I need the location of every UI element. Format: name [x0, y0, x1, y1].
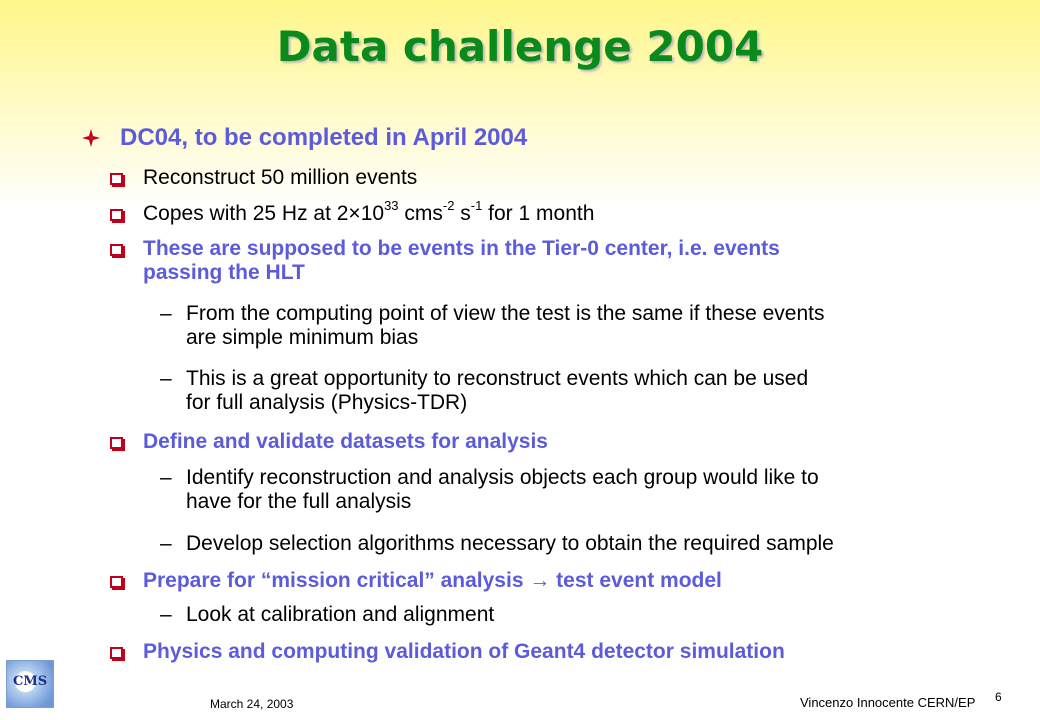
- sub-item-text: Look at calibration and alignment: [186, 603, 495, 626]
- heading-text: DC04, to be completed in April 2004: [120, 124, 528, 151]
- exponent: -1: [470, 198, 483, 213]
- heading-bullet-row: [80, 124, 527, 152]
- item-text: Reconstruct 50 million events: [143, 166, 418, 189]
- square-box-icon: [110, 647, 123, 659]
- page-number: 6: [995, 690, 1002, 704]
- line: From the computing point of view the test is the same if these events: [186, 302, 825, 325]
- line: for full analysis (Physics-TDR): [186, 391, 468, 414]
- list-item: [110, 640, 785, 664]
- cms-logo-icon: [6, 660, 54, 708]
- footer-date: March 24, 2003: [210, 697, 294, 711]
- line: Identify reconstruction and analysis objects each group would like to: [186, 466, 819, 489]
- dash-bullet: –: [160, 532, 172, 555]
- sub-item: [160, 466, 819, 514]
- line: This is a great opportunity to reconstruct events which can be used: [186, 367, 809, 390]
- dash-bullet: –: [160, 603, 172, 626]
- list-item: [110, 237, 780, 285]
- sub-item: [160, 532, 834, 556]
- list-item: [110, 569, 722, 593]
- item-text: Prepare for “mission critical” analysis → test event model: [143, 569, 722, 592]
- line: are simple minimum bias: [186, 326, 419, 349]
- list-item: [110, 430, 548, 454]
- exponent: -2: [442, 198, 455, 213]
- sub-item-text: Develop selection algorithms necessary to obtain the required sample: [186, 532, 834, 555]
- item-text: Define and validate datasets for analysis: [143, 430, 548, 453]
- item-text: [143, 237, 780, 285]
- text-part: s: [454, 202, 471, 225]
- square-box-icon: [110, 173, 123, 185]
- sub-item-text: [186, 367, 808, 415]
- square-box-icon: [110, 244, 123, 256]
- item-text: Physics and computing validation of Geant4 detector simulation: [143, 640, 785, 663]
- text-part: for 1 month: [482, 202, 595, 225]
- sub-item: [160, 603, 494, 627]
- item-text: [143, 198, 595, 226]
- dash-bullet: –: [160, 367, 172, 390]
- diamond-flower-icon: [80, 127, 102, 149]
- text-part: Copes with 25 Hz at 2×10: [143, 202, 385, 225]
- list-item: [110, 198, 595, 226]
- list-item: [110, 166, 417, 190]
- footer-author: Vincenzo Innocente CERN/EP: [800, 695, 976, 710]
- exponent: 33: [384, 198, 399, 213]
- sub-item: [160, 302, 824, 350]
- square-box-icon: [110, 576, 123, 588]
- line: passing the HLT: [143, 261, 305, 284]
- line: These are supposed to be events in the Tier-0 center, i.e. events: [143, 237, 780, 260]
- square-box-icon: [110, 209, 123, 221]
- sub-item-text: [186, 302, 824, 350]
- logo-text: CMS: [13, 674, 48, 689]
- sub-item: [160, 367, 808, 415]
- text-part: cms: [398, 202, 443, 225]
- dash-bullet: –: [160, 466, 172, 489]
- dash-bullet: –: [160, 302, 172, 325]
- sub-item-text: [186, 466, 819, 514]
- slide-title: Data challenge 2004: [276, 22, 764, 71]
- square-box-icon: [110, 437, 123, 449]
- line: have for the full analysis: [186, 490, 412, 513]
